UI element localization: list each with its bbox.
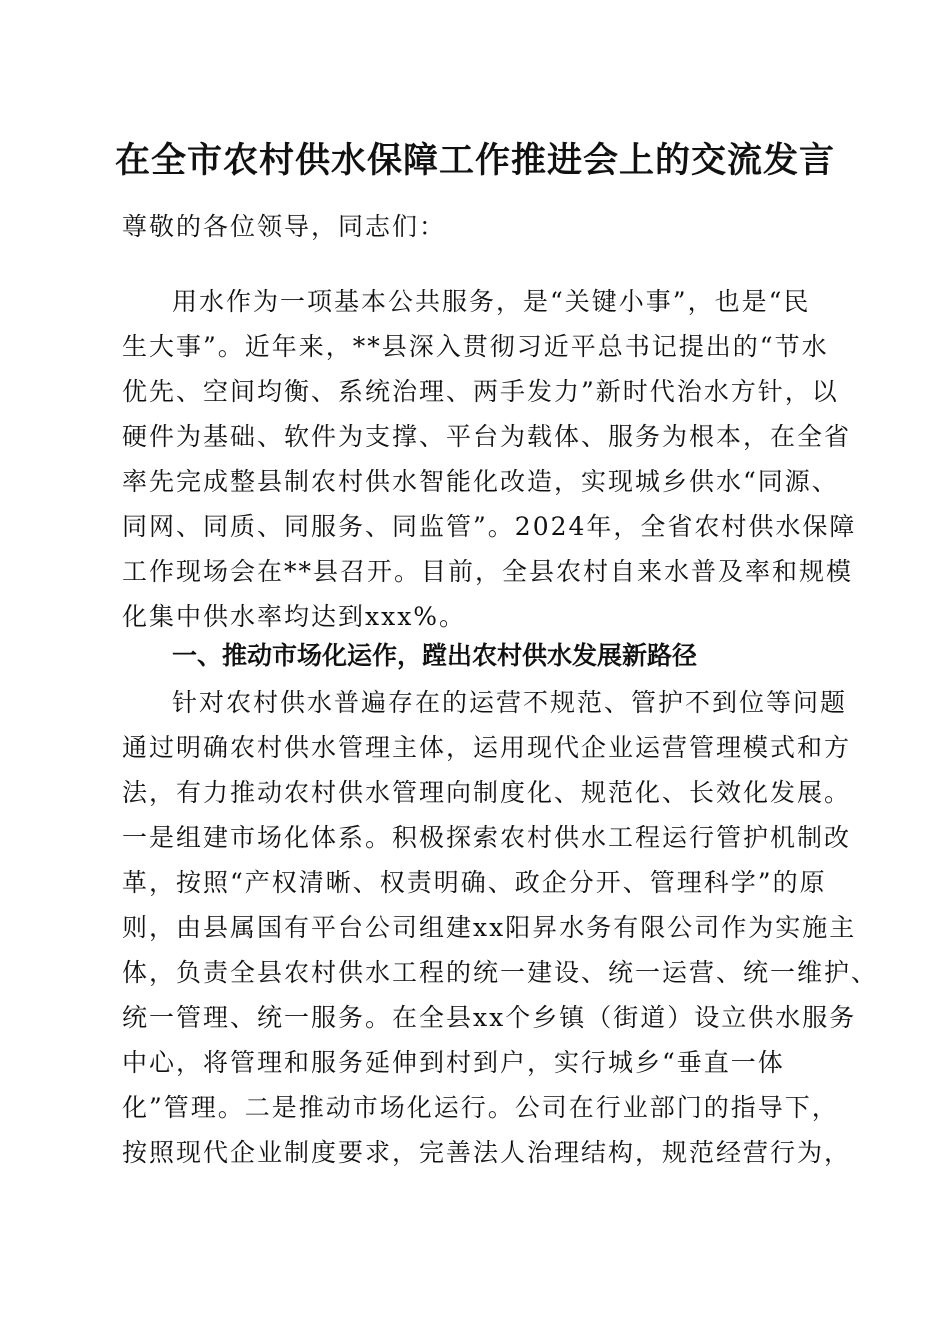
paragraph-line: 率先完成整县制农村供水智能化改造，实现城乡供水“同源、 bbox=[122, 467, 839, 496]
paragraph-line: 法，有力推动农村供水管理向制度化、规范化、长效化发展。 bbox=[122, 778, 852, 807]
paragraph-line: 用水作为一项基本公共服务，是“关键小事”，也是“民 bbox=[172, 287, 811, 316]
paragraph-line: 化”管理。二是推动市场化运行。公司在行业部门的指导下， bbox=[122, 1093, 839, 1122]
paragraph-line: 中心，将管理和服务延伸到村到户，实行城乡“垂直一体 bbox=[122, 1048, 785, 1077]
paragraph-line: 按照现代企业制度要求，完善法人治理结构，规范经营行为， bbox=[122, 1138, 852, 1167]
paragraph-line: 体，负责全县农村供水工程的统一建设、统一运营、统一维护、 bbox=[122, 958, 879, 987]
paragraph-line: 工作现场会在**县召开。目前，全县农村自来水普及率和规模 bbox=[122, 557, 854, 586]
paragraph-intro bbox=[122, 279, 857, 639]
paragraph-line: 革，按照“产权清晰、权责明确、政企分开、管理科学”的原 bbox=[122, 868, 827, 897]
paragraph-line: 统一管理、统一服务。在全县xx个乡镇（街道）设立供水服务 bbox=[122, 1003, 857, 1032]
paragraph-line: 一是组建市场化体系。积极探索农村供水工程运行管护机制改 bbox=[122, 823, 852, 852]
salutation: 尊敬的各位领导，同志们： bbox=[122, 212, 447, 241]
paragraph-line: 针对农村供水普遍存在的运营不规范、管护不到位等问题 bbox=[172, 688, 848, 717]
paragraph-line: 通过明确农村供水管理主体，运用现代企业运营管理模式和方 bbox=[122, 733, 852, 762]
paragraph-line: 同网、同质、同服务、同监管”。2024年，全省农村供水保障 bbox=[122, 512, 857, 541]
paragraph-line: 优先、空间均衡、系统治理、两手发力”新时代治水方针，以 bbox=[122, 377, 839, 406]
paragraph-section-1 bbox=[122, 680, 879, 1175]
paragraph-line: 硬件为基础、软件为支撑、平台为载体、服务为根本，在全省 bbox=[122, 422, 852, 451]
paragraph-line: 则，由县属国有平台公司组建xx阳昇水务有限公司作为实施主 bbox=[122, 913, 857, 942]
document-title: 在全市农村供水保障工作推进会上的交流发言 bbox=[114, 140, 835, 181]
paragraph-line: 生大事”。近年来，**县深入贯彻习近平总书记提出的“节水 bbox=[122, 332, 829, 361]
paragraph-line: 化集中供水率均达到xxx%。 bbox=[122, 602, 467, 631]
section-heading-1: 一、推动市场化运作，蹚出农村供水发展新路径 bbox=[172, 641, 698, 670]
